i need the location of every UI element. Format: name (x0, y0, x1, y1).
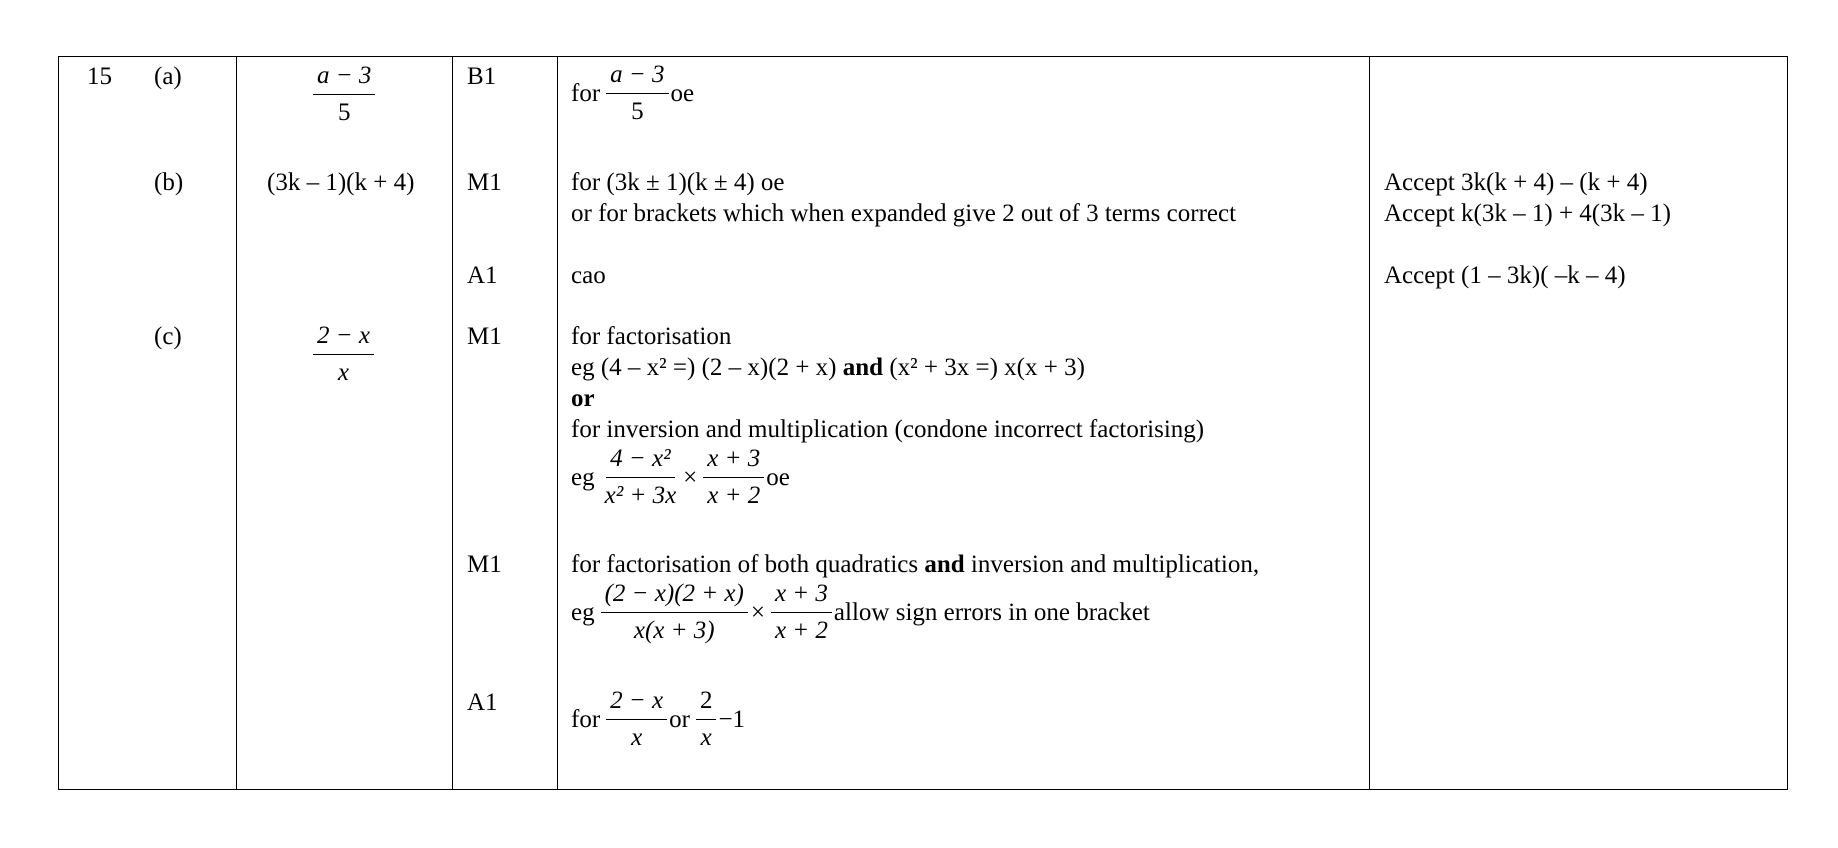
mark-code: M1 (467, 323, 502, 350)
answer-b: (3k – 1)(k + 4) (267, 169, 415, 196)
notes-denominator: x² + 3x (604, 481, 677, 509)
notes-prefix: for (571, 705, 601, 733)
notes-numerator: 2 − x (606, 686, 667, 720)
mark-notes (571, 167, 1236, 229)
notes-suffix: oe (670, 79, 695, 107)
column-divider (452, 57, 453, 789)
part-label-a: (a) (154, 63, 182, 90)
notes-numerator: 2 (696, 686, 717, 720)
notes-denominator: x + 2 (774, 616, 828, 644)
notes-numerator: x + 3 (703, 444, 764, 478)
mark-notes: cao (571, 262, 606, 289)
guidance-line: Accept k(3k – 1) + 4(3k – 1) (1384, 200, 1671, 227)
additional-guidance (1384, 167, 1671, 229)
mark-notes (571, 61, 696, 125)
notes-numerator: a − 3 (606, 60, 668, 94)
notes-denominator: x (631, 723, 643, 751)
notes-line (571, 549, 1259, 580)
notes-prefix: for (571, 79, 601, 107)
part-label-b: (b) (154, 169, 184, 196)
column-divider (236, 57, 237, 789)
notes-denominator: x + 2 (707, 481, 761, 509)
mark-notes (571, 687, 747, 751)
answer-a-denominator: 5 (337, 99, 351, 126)
part-label-c: (c) (154, 323, 182, 350)
notes-text: eg (4 – x² =) (2 – x)(2 + x) (571, 354, 837, 381)
answer-c (309, 321, 378, 388)
notes-bold: and (842, 354, 884, 381)
mark-code: M1 (467, 551, 502, 578)
mark-code: A1 (467, 689, 498, 716)
additional-guidance: Accept (1 – 3k)( –k – 4) (1384, 262, 1626, 289)
answer-a-numerator: a − 3 (313, 61, 375, 95)
notes-numerator: x + 3 (771, 579, 832, 613)
notes-bold-line: or (571, 385, 595, 412)
times-sign: × (683, 463, 698, 491)
notes-or: or (669, 705, 690, 733)
mark-code: A1 (467, 262, 498, 289)
mark-code: M1 (467, 169, 502, 196)
answer-c-numerator: 2 − x (313, 321, 374, 355)
notes-numerator: 4 − x² (606, 444, 674, 478)
mark-code: B1 (467, 63, 497, 90)
answer-a (309, 61, 379, 128)
notes-suffix: oe (766, 463, 790, 491)
answer-c-denominator: x (337, 359, 350, 386)
notes-numerator: (2 − x)(2 + x) (601, 579, 748, 613)
notes-denominator: 5 (631, 97, 644, 125)
mark-notes (571, 321, 1204, 509)
column-divider (1369, 57, 1370, 789)
notes-bold: and (924, 551, 965, 578)
notes-suffix: allow sign errors in one bracket (833, 598, 1150, 626)
notes-eg: eg (571, 463, 595, 491)
notes-denominator: x (700, 723, 712, 751)
question-number: 15 (87, 63, 112, 90)
mark-scheme-table (58, 56, 1788, 790)
notes-text: (x² + 3x =) x(x + 3) (889, 354, 1085, 381)
notes-denominator: x(x + 3) (633, 616, 715, 644)
notes-minus-one: −1 (718, 705, 746, 733)
mark-notes (571, 549, 1259, 644)
times-sign: × (750, 598, 765, 626)
notes-text: inversion and multiplication, (970, 551, 1260, 578)
notes-text: for factorisation of both quadratics (571, 551, 919, 578)
notes-line (571, 352, 1204, 383)
notes-line: or for brackets which when expanded give 2 out of 3 terms correct (571, 200, 1237, 227)
notes-line: for factorisation (571, 323, 732, 350)
column-divider (557, 57, 558, 789)
notes-line: for inversion and multiplication (condone incorrect factorising) (571, 416, 1205, 443)
notes-line: for (3k ± 1)(k ± 4) oe (571, 169, 785, 196)
notes-eg: eg (571, 598, 595, 626)
guidance-line: Accept 3k(k + 4) – (k + 4) (1384, 169, 1648, 196)
